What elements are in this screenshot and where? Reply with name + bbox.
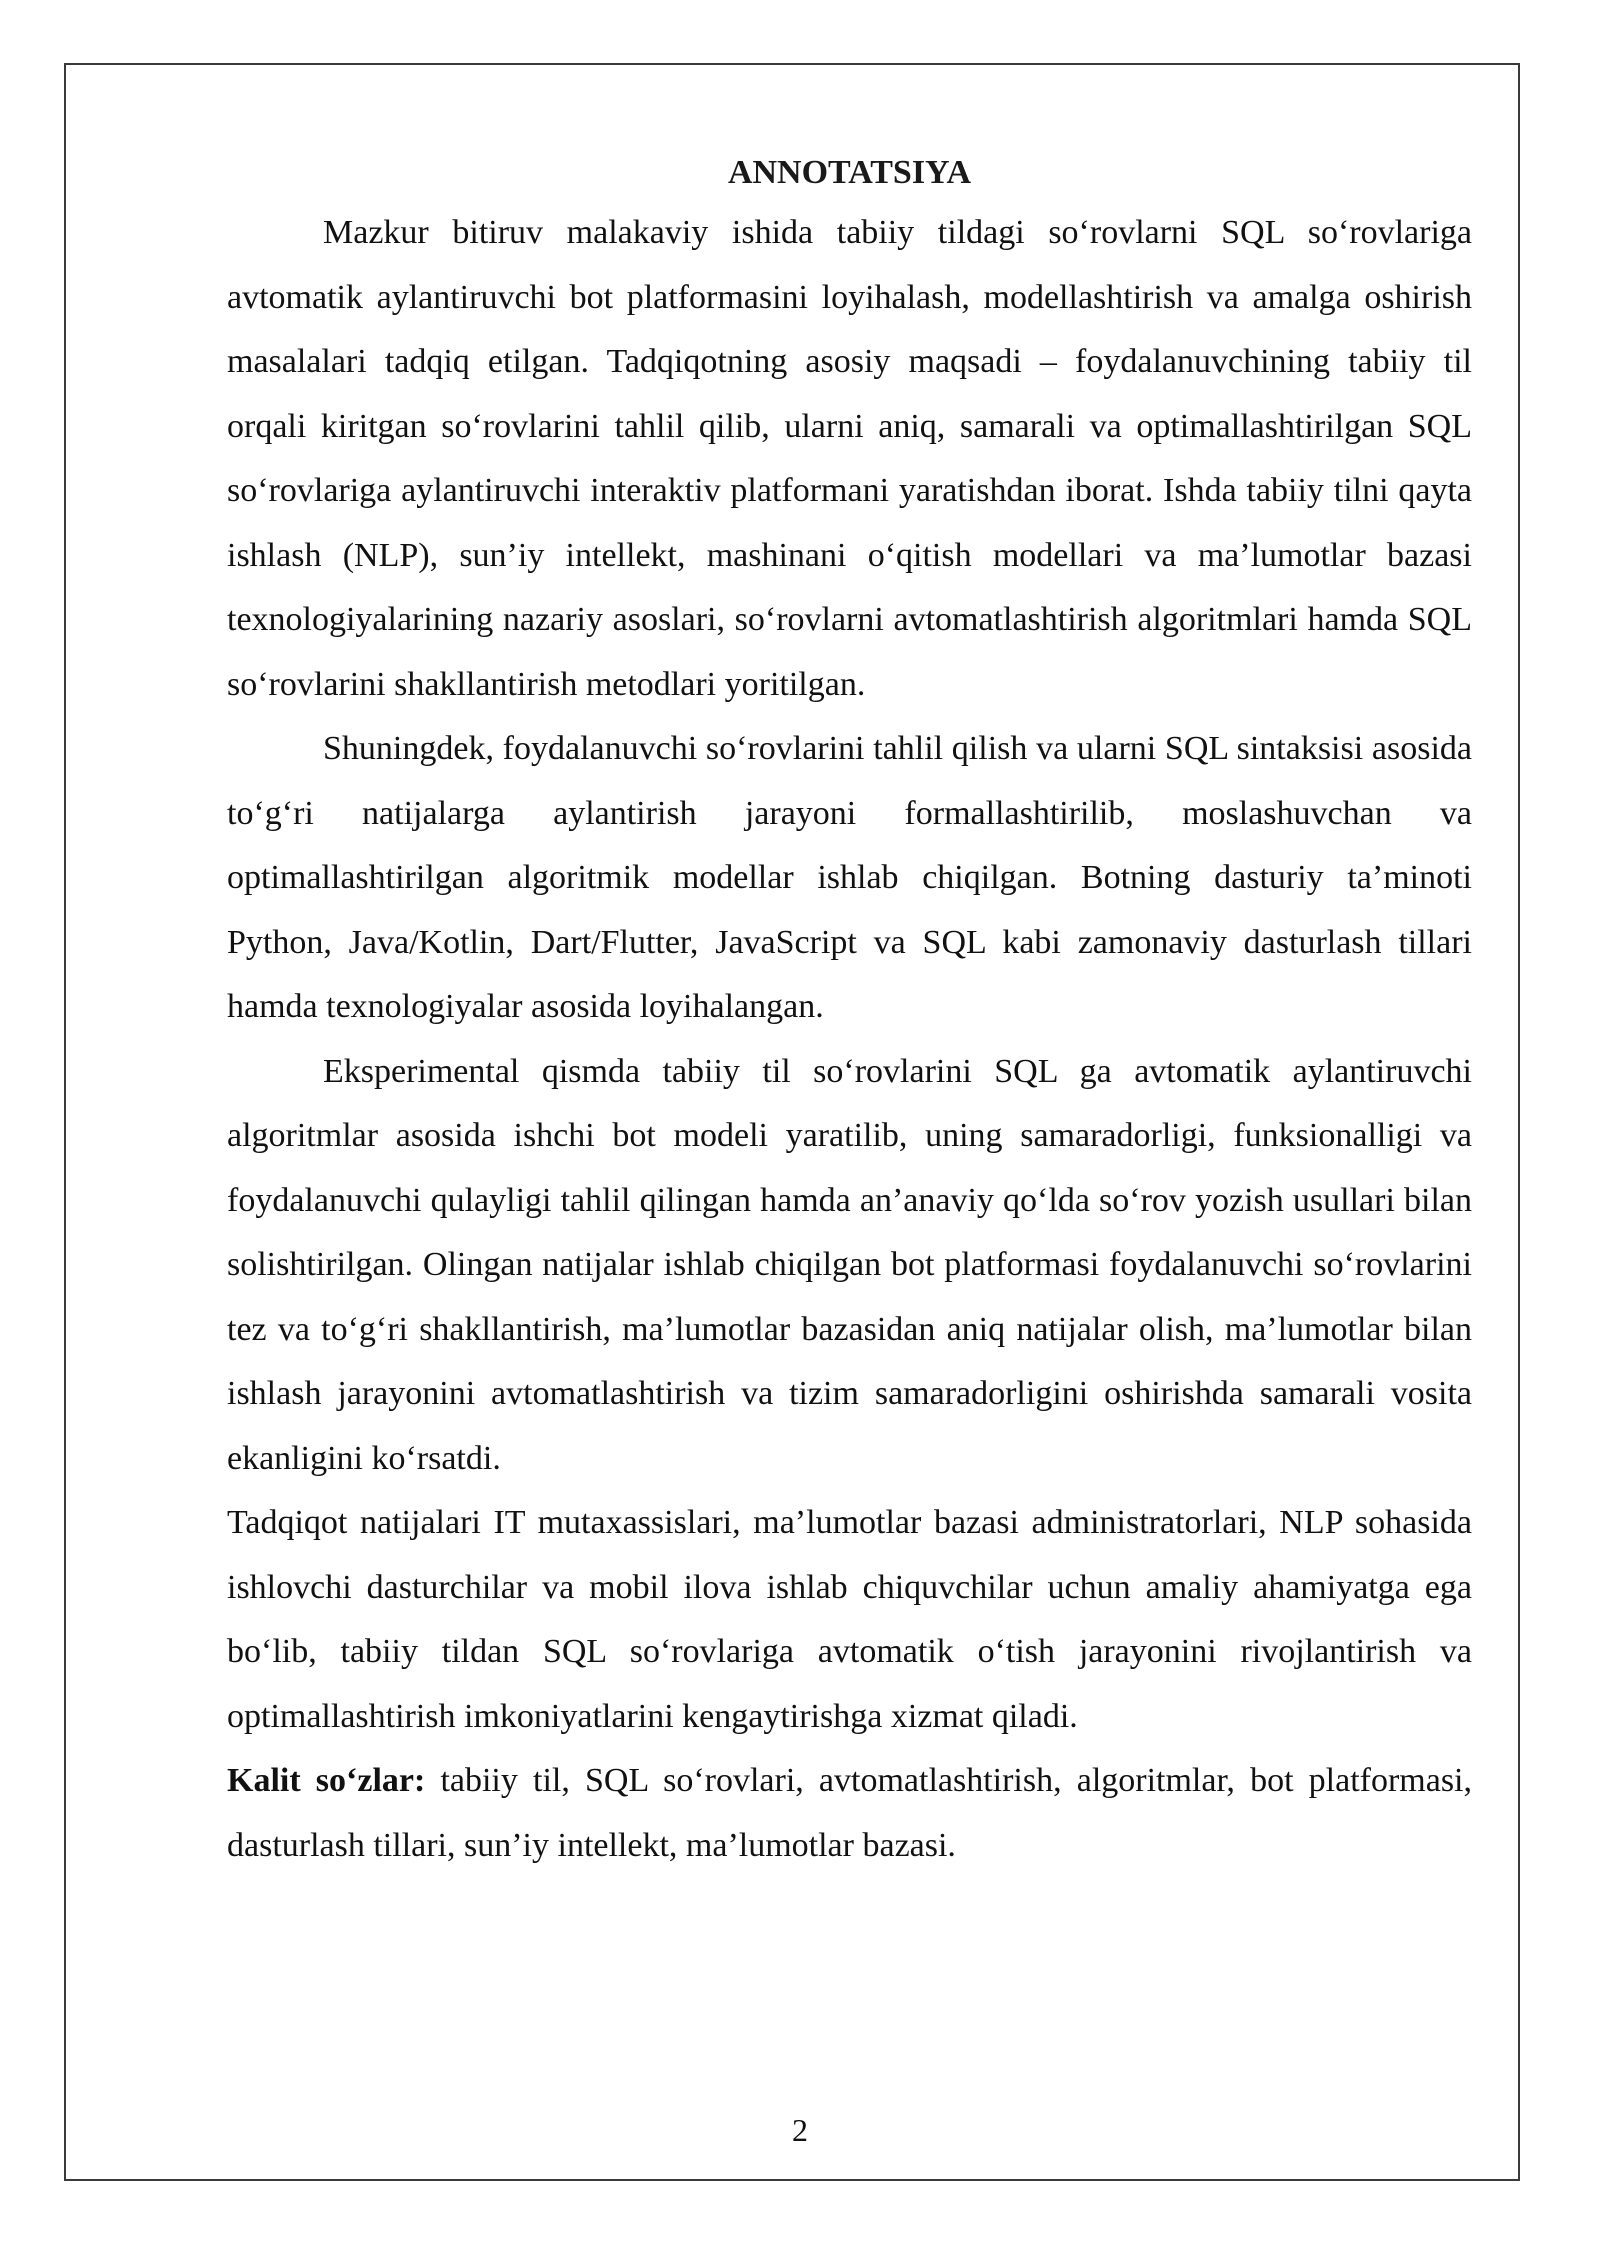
paragraph-3: Eksperimental qismda tabiiy til so‘rovlarini SQL ga avtomatik aylantiruvchi algoritmlar asosida ishchi bot modeli yaratilib, uning samaradorligi, funksionalligi va foydalanuvchi qulayligi tahlil qilingan hamda an’anaviy qo‘lda so‘rov yozish usullari bilan solishtirilgan. Olingan natijalar ishlab chiqilgan bot platformasi foydalanuvchi so‘rovlarini tez va to‘g‘ri shakllantirish, ma’lumotlar bazasidan aniq natijalar olish, ma’lumotlar bilan ishlash jarayonini avtomatlashtirish va tizim samaradorligini oshirishda samarali vosita ekanligini ko‘rsatdi. — [227, 1052, 1472, 1477]
page-number: 2 — [792, 2112, 808, 2148]
keywords-paragraph — [227, 1749, 1472, 1878]
document-title: ANNOTATSIYA — [727, 154, 972, 191]
page-content — [227, 148, 1472, 1878]
keywords-text: tabiiy til, SQL so‘rovlari, avtomatlashtirish, algoritmlar, bot platformasi, dasturlash tillari, sun’iy intellekt, ma’lumotlar bazasi. — [227, 1762, 1472, 1864]
paragraph-1: Mazkur bitiruv malakaviy ishida tabiiy tildagi so‘rovlarni SQL so‘rovlariga avtomatik aylantiruvchi bot platformasini loyihalash, modellashtirish va amalga oshirish masalalari tadqiq etilgan. Tadqiqotning asosiy maqsadi – foydalanuvchining tabiiy til orqali kiritgan so‘rovlarini tahlil qilib, ularni aniq, samarali va optimallashtirilgan SQL so‘rovlariga aylantiruvchi interaktiv platformani yaratishdan iborat. Ishda tabiiy tilni qayta ishlash (NLP), sun’iy intellekt, mashinani o‘qitish modellari va ma’lumotlar bazasi texnologiyalarining nazariy asoslari, so‘rovlarni avtomatlashtirish algoritmlari hamda SQL so‘rovlarini shakllantirish metodlari yoritilgan. — [227, 214, 1472, 703]
paragraph-2: Shuningdek, foydalanuvchi so‘rovlarini tahlil qilish va ularni SQL sintaksisi asosida to‘g‘ri natijalarga aylantirish jarayoni formallashtirilib, moslashuvchan va optimallashtirilgan algoritmik modellar ishlab chiqilgan. Botning dasturiy ta’minoti Python, Java/Kotlin, Dart/Flutter, JavaScript va SQL kabi zamonaviy dasturlash tillari hamda texnologiyalar asosida loyihalangan. — [227, 730, 1472, 1025]
paragraph-4: Tadqiqot natijalari IT mutaxassislari, ma’lumotlar bazasi administratorlari, NLP sohasida ishlovchi dasturchilar va mobil ilova ishlab chiquvchilar uchun amaliy ahamiyatga ega bo‘lib, tabiiy tildan SQL so‘rovlariga avtomatik o‘tish jarayonini rivojlantirish va optimallashtirish imkoniyatlarini kengaytirishga xizmat qiladi. — [227, 1504, 1472, 1735]
keywords-label: Kalit so‘zlar: — [227, 1762, 426, 1799]
